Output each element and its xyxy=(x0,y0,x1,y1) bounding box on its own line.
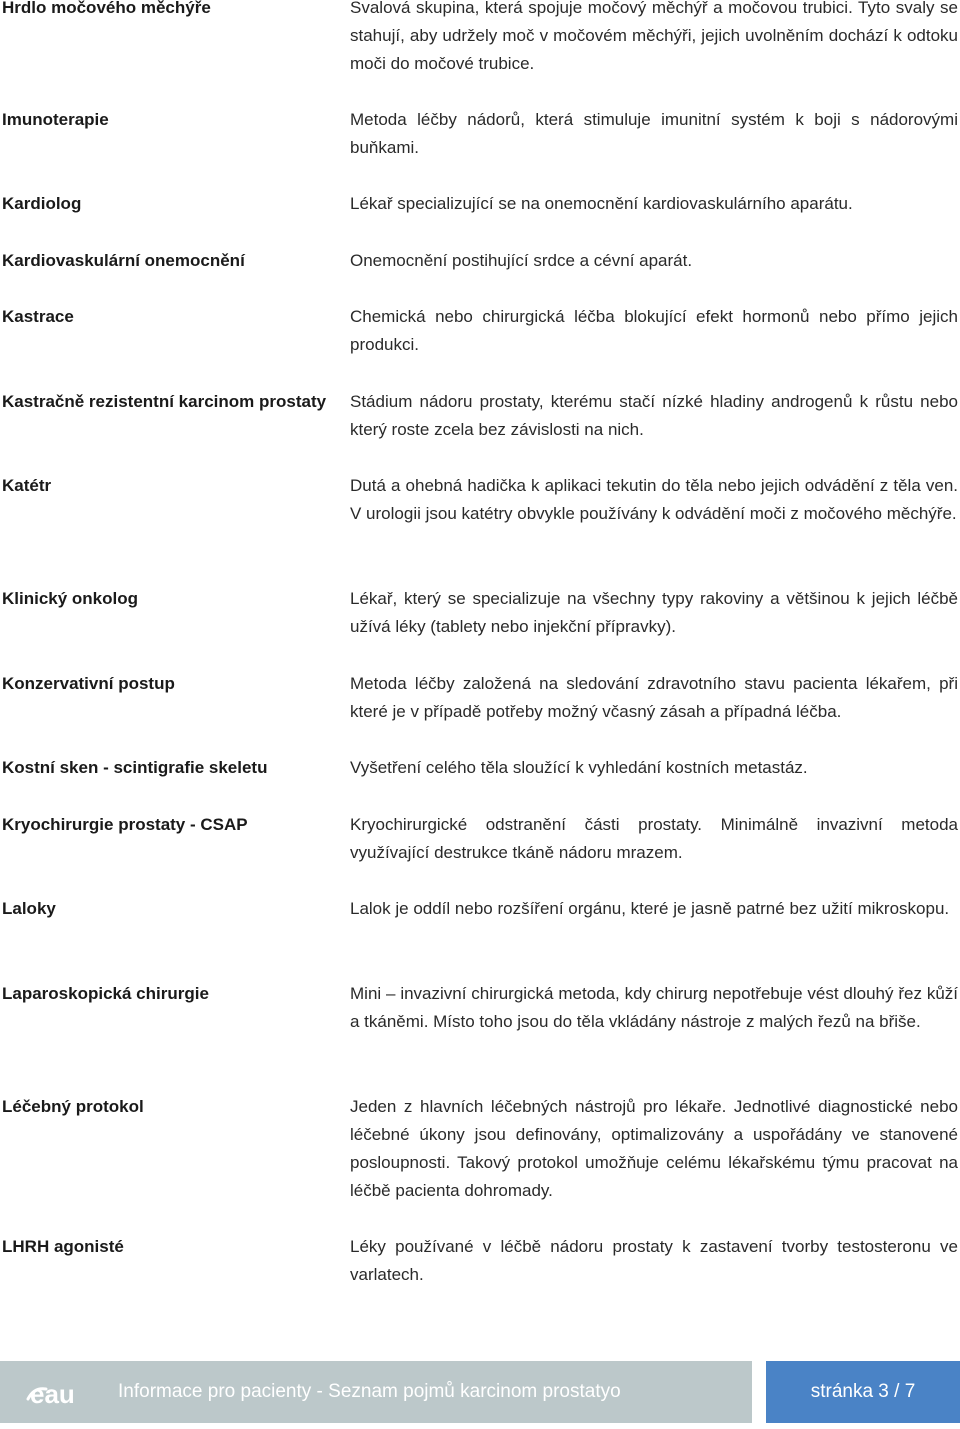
page-number: stránka 3 / 7 xyxy=(766,1361,960,1423)
glossary-definition: Metoda léčby založená na sledování zdravotního stavu pacienta lékařem, při které je v případě potřeby možný včasný zásah a případná léčba. xyxy=(350,674,958,721)
glossary-term: Kardiolog xyxy=(2,194,82,213)
glossary-term: Katétr xyxy=(2,476,52,495)
glossary-definition: Onemocnění postihující srdce a cévní aparát. xyxy=(350,251,693,270)
glossary-term: Kryochirurgie prostaty - CSAP xyxy=(2,815,248,834)
glossary-definition: Lalok je oddíl nebo rozšíření orgánu, které je jasně patrné bez užití mikroskopu. xyxy=(350,899,950,918)
glossary-definition: Jeden z hlavních léčebných nástrojů pro lékaře. Jednotlivé diagnostické nebo léčebné úkony jsou definovány, optimalizovány a uspořádány ve stanovené posloupnosti. Takový protokol umožňuje celému lékařskému týmu pracovat na léčbě pacienta dohromady. xyxy=(350,1097,958,1200)
glossary-term: Kastrace xyxy=(2,307,74,326)
glossary-definition: Léky používané v léčbě nádoru prostaty k zastavení tvorby testosteronu ve varlatech. xyxy=(350,1237,958,1284)
glossary-term: Hrdlo močového měchýře xyxy=(2,0,211,17)
page-footer xyxy=(0,1361,960,1423)
glossary-definition: Dutá a ohebná hadička k aplikaci tekutin do těla nebo jejich odvádění z těla ven. V urologii jsou katétry obvykle používány k odvádění moči z močového měchýře. xyxy=(350,476,958,523)
glossary-term: Kastračně rezistentní karcinom prostaty xyxy=(2,392,327,411)
eau-logo xyxy=(24,1375,84,1409)
glossary-term: Kostní sken - scintigrafie skeletu xyxy=(2,758,268,777)
footer-bar xyxy=(0,1361,752,1423)
glossary-term: LHRH agonisté xyxy=(2,1237,124,1256)
glossary-term: Konzervativní postup xyxy=(2,674,175,693)
glossary-term: Léčebný protokol xyxy=(2,1097,144,1116)
footer-title: Informace pro pacienty - Seznam pojmů karcinom prostatyo xyxy=(118,1381,621,1402)
glossary-term: Laloky xyxy=(2,899,56,918)
glossary-definition: Svalová skupina, která spojuje močový měchýř a močovou trubici. Tyto svaly se stahují, aby udržely moč v močovém měchýři, jejich uvolněním dochází k odtoku moči do močové trubice. xyxy=(350,0,958,73)
glossary-definition: Vyšetření celého těla sloužící k vyhledání kostních metastáz. xyxy=(350,758,808,777)
glossary-term: Kardiovaskulární onemocnění xyxy=(2,251,245,270)
eau-logo-text: eau xyxy=(30,1379,75,1409)
glossary-definition: Metoda léčby nádorů, která stimuluje imunitní systém k boji s nádorovými buňkami. xyxy=(350,110,958,157)
glossary-definition: Lékař, který se specializuje na všechny typy rakoviny a většinou k jejich léčbě užívá léky (tablety nebo injekční přípravky). xyxy=(350,589,958,636)
glossary-definition: Lékař specializující se na onemocnění kardiovaskulárního aparátu. xyxy=(350,194,853,213)
glossary-definition: Chemická nebo chirurgická léčba blokující efekt hormonů nebo přímo jejich produkci. xyxy=(350,307,958,354)
glossary-term: Laparoskopická chirurgie xyxy=(2,984,209,1003)
glossary-definition: Kryochirurgické odstranění části prostaty. Minimálně invazivní metoda využívající destrukce tkáně nádoru mrazem. xyxy=(350,815,958,862)
glossary-definition: Stádium nádoru prostaty, kterému stačí nízké hladiny androgenů k růstu nebo který roste zcela bez závislosti na nich. xyxy=(350,392,958,439)
glossary-term: Imunoterapie xyxy=(2,110,109,129)
glossary-term: Klinický onkolog xyxy=(2,589,139,608)
glossary-definition: Mini – invazivní chirurgická metoda, kdy chirurg nepotřebuje vést dlouhý řez kůží a tkáněmi. Místo toho jsou do těla vkládány nástroje z malých řezů na břiše. xyxy=(350,984,958,1031)
